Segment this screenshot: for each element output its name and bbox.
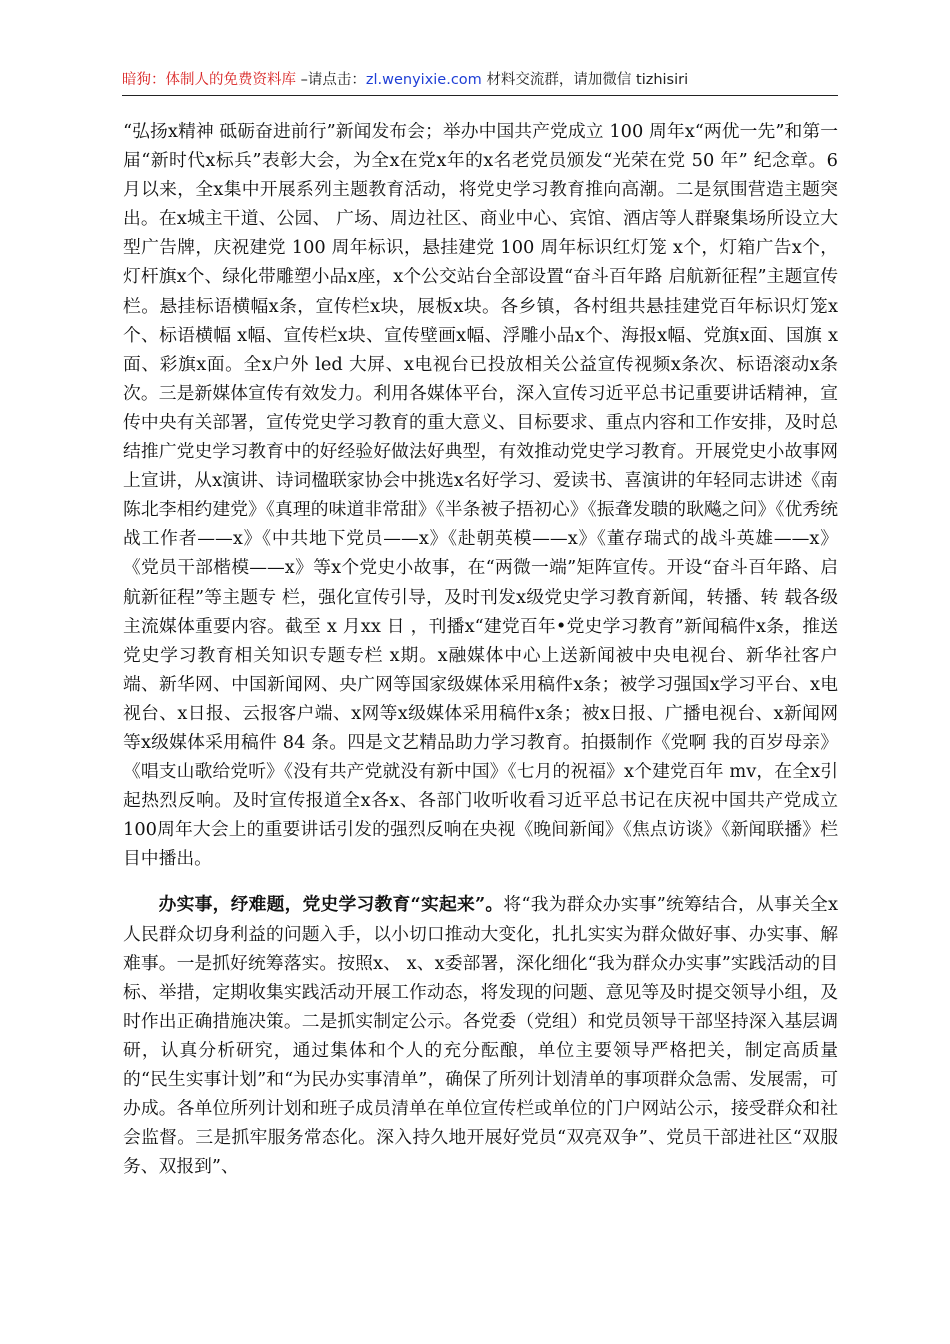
paragraph-1: “弘扬x精神 砥砺奋进前行”新闻发布会；举办中国共产党成立 100 周年x“两优一先”和第一届“新时代x标兵”表彰大会，为全x在党x年的x名老党员颁发“光荣在党 50 年” 纪念章。6 月以来，全x集中开展系列主题教育活动，将党史学习教育推向高潮。二是氛围营造主题突出。在x城主干道、公园、 广场、周边社区、商业中心、宾馆、酒店等人群聚集场所设立大型广告牌，庆祝建党 100 周年标识，悬挂建党 100 周年标识红灯笼 x个，灯箱广告x个，灯杆旗x个、绿化带雕塑小品x座，x个公交站台全部设置“奋斗百年路 启航新征程”主题宣传栏。悬挂标语横幅x条，宣传栏x块，展板x块。各乡镇，各村组共悬挂建党百年标识灯笼x个、标语横幅 x幅、宣传栏x块、宣传壁画x幅、浮雕小品x个、海报x幅、党旗x面、国旗 x面、彩旗x面。全x户外 led 大屏、x电视台已投放相关公益宣传视频x条次、标语滚动x条次。三是新媒体宣传有效发力。利用各媒体平台，深入宣传习近平总书记重要讲话精神，宣传中央有关部署，宣传党史学习教育的重大意义、目标要求、重点内容和工作安排，及时总结推广党史学习教育中的好经验好做法好典型，有效推动党史学习教育。开展党史小故事网上宣讲，从x演讲、诗词楹联家协会中挑选x名好学习、爱读书、喜演讲的年轻同志讲述《南陈北李相约建党》《真理的味道非常甜》《半条被子捂初心》《振聋发聩的耿飚之问》《优秀统战工作者——x》《中共地下党员——x》《赴朝英模——x》《董存瑞式的战斗英雄——x》《党员干部楷模——x》等x个党史小故事，在“两微一端”矩阵宣传。开设“奋斗百年路、启航新征程”等主题专 栏，强化宣传引导，及时刊发x级党史学习教育新闻，转播、转 载各级主流媒体重要内容。截至 x 月xx 日 ，刊播x“建党百年•党史学习教育”新闻稿件x条，推送党史学习教育相关知识专题专栏 x期。x融媒体中心上送新闻被中央电视台、新华社客户端、新华网、中国新闻网、央广网等国家级媒体采用稿件x条；被学习强国x学习平台、x电视台、x日报、云报客户端、x网等x级媒体采用稿件x条；被x日报、广播电视台、x新闻网等x级媒体采用稿件 84 条。四是文艺精品助力学习教育。拍摄制作《党啊 我的百岁母亲》《唱支山歌给党听》《没有共产党就没有新中国》《七月的祝福》x个建党百年 mv，在全x引起热烈反响。及时宣传报道全x各x、各部门收听收看习近平总书记在庆祝中国共产党成立100周年大会上的重要讲话引发的强烈反响在央视《晚间新闻》《焦点访谈》《新闻联播》栏目中播出。: [123, 121, 838, 870]
header-divider: [122, 95, 838, 96]
header-separator: –请点击：: [296, 72, 366, 88]
page-header: [122, 70, 838, 90]
paragraph-2-text: 将“我为群众办实事”统筹结合，从事关全x人民群众切身利益的问题入手，以小切口推动大变化，扎扎实实为群众做好事、办实事、解难事。一是抓好统筹落实。按照x、 x、x委部署，深化细化“我为群众办实事”实践活动的目标、举措，定期收集实践活动开展工作动态，将发现的问题、意见等及时提交领导小组，及时作出正确措施决策。二是抓实制定公示。各党委（党组）和党员领导干部坚持深入基层调研，认真分析研究，通过集体和个人的充分酝酿，单位主要领导严格把关，制定高质量的“民生实事计划”和“为民办实事清单”，确保了所列计划清单的事项群众急需、发展需，可办成。各单位所列计划和班子成员清单在单位宣传栏或单位的门户网站公示，接受群众和社会监督。三是抓牢服务常态化。深入持久地开展好党员“双亮双争”、党员干部进社区“双服务、双报到”、: [123, 894, 838, 1178]
header-contact: 材料交流群，请加微信 tizhisiri: [481, 72, 689, 88]
paragraph-2: [123, 890, 838, 1181]
paragraph-2-heading: 办实事，纾难题，党史学习教育“实起来”。: [158, 894, 504, 916]
header-brand: 暗狗：体制人的免费资料库: [122, 72, 296, 88]
document-body: [123, 117, 838, 1181]
header-link[interactable]: zl.wenyixie.com: [365, 72, 482, 88]
